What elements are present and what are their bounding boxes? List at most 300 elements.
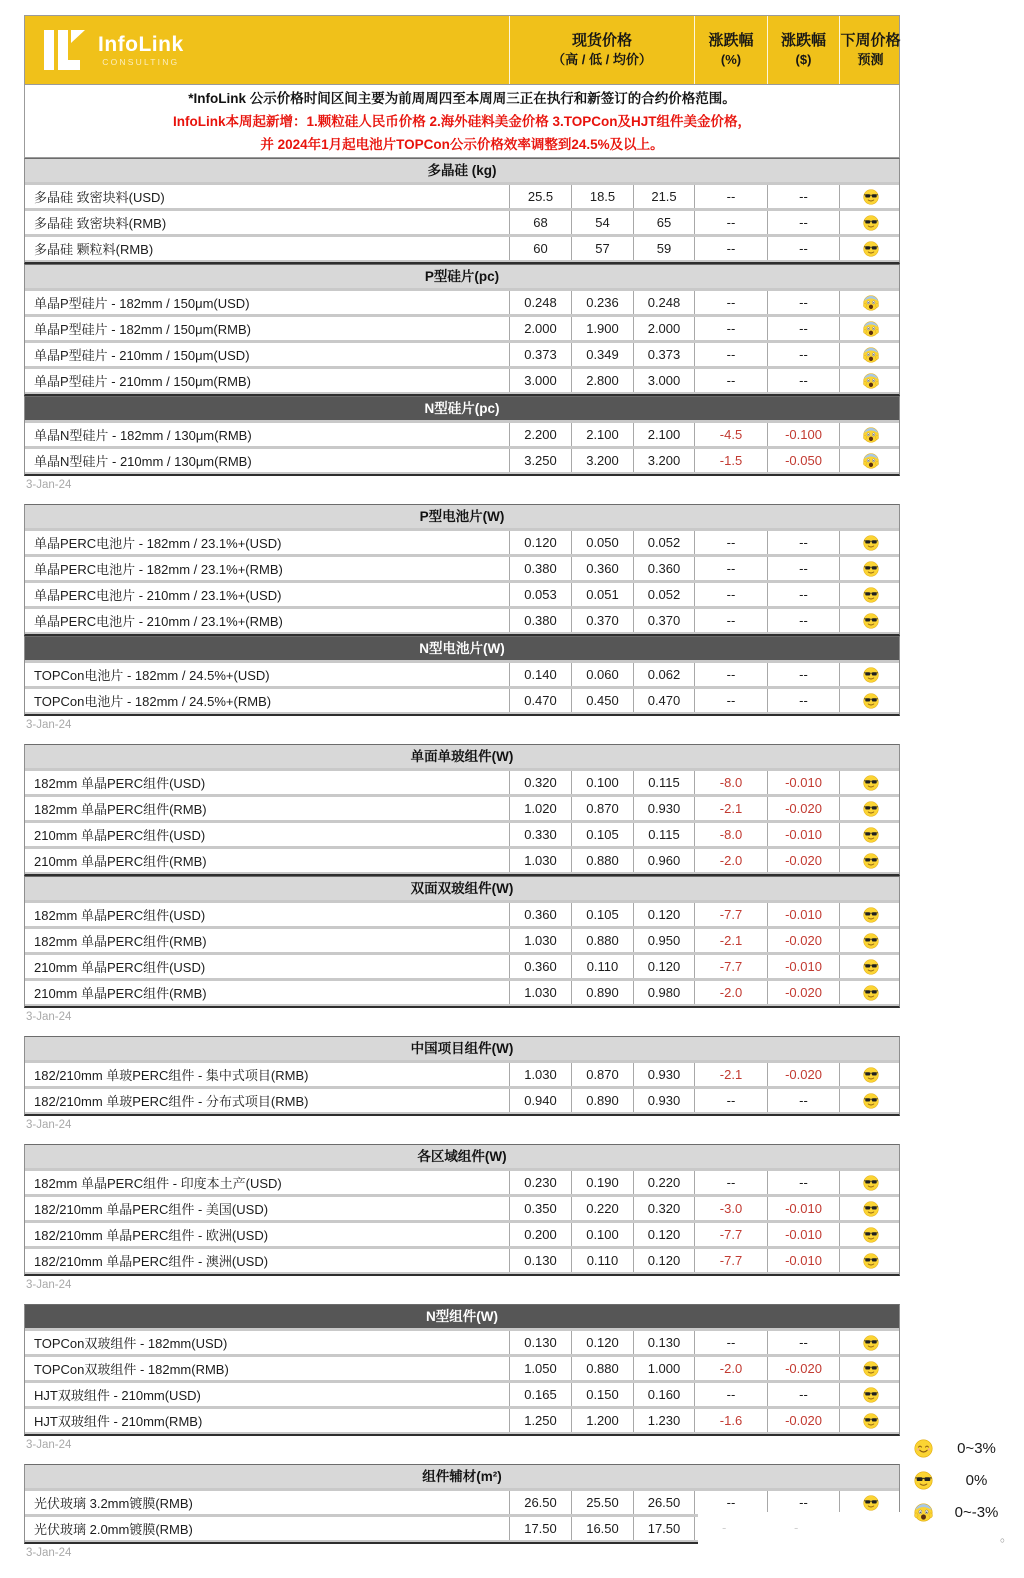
price-avg: 0.960 [633, 849, 694, 872]
smile-emoji-icon [914, 1439, 933, 1458]
cool-emoji-icon [863, 1253, 879, 1269]
row-label: TOPCon电池片 - 182mm / 24.5%+(RMB) [34, 694, 272, 709]
change-usd-sublabel: ($) [795, 52, 812, 67]
price-avg: 0.120 [633, 955, 694, 978]
price-avg: 1.000 [633, 1357, 694, 1380]
forecast-legend [908, 1432, 1020, 1528]
cool-emoji-icon [863, 587, 879, 603]
change-usd: -- [767, 211, 839, 234]
price-low: 0.236 [571, 291, 633, 314]
change-usd: -- [767, 1331, 839, 1354]
table-row [25, 1171, 899, 1194]
row-label: HJT双玻组件 - 210mm(RMB) [34, 1414, 203, 1429]
price-low: 0.349 [571, 343, 633, 366]
price-low: 0.880 [571, 929, 633, 952]
row-label: 182mm 单晶PERC组件(USD) [34, 776, 206, 791]
row-label: 182/210mm 单玻PERC组件 - 分布式项目(RMB) [34, 1094, 309, 1109]
scream-emoji-icon [863, 373, 879, 389]
row-label: 182mm 单晶PERC组件(RMB) [34, 802, 207, 817]
legend-item-scream [908, 1496, 1020, 1528]
price-low: 2.800 [571, 369, 633, 392]
price-low: 0.220 [571, 1197, 633, 1220]
table-row [25, 1331, 899, 1354]
section-p-wafer [24, 264, 900, 396]
change-usd-label: 涨跌幅 [780, 32, 826, 49]
change-pct-label: 涨跌幅 [708, 32, 754, 49]
change-usd: -0.100 [767, 423, 839, 446]
price-table [24, 15, 900, 1572]
change-pct: -- [694, 1331, 767, 1354]
section-polysilicon [24, 158, 900, 264]
price-low: 0.110 [571, 955, 633, 978]
row-label: 182/210mm 单玻PERC组件 - 集中式项目(RMB) [34, 1068, 309, 1083]
row-label: 182mm 单晶PERC组件(RMB) [34, 934, 207, 949]
change-usd: -0.020 [767, 1357, 839, 1380]
forecast-cell [839, 449, 901, 472]
change-pct: -- [694, 185, 767, 208]
row-label: 182/210mm 单晶PERC组件 - 美国(USD) [34, 1202, 269, 1217]
change-usd: -0.020 [767, 929, 839, 952]
price-high: 0.380 [509, 557, 571, 580]
price-high: 25.5 [509, 185, 571, 208]
price-low: 0.890 [571, 1089, 633, 1112]
price-low: 0.051 [571, 583, 633, 606]
change-usd: -0.010 [767, 955, 839, 978]
price-low: 1.900 [571, 317, 633, 340]
scream-emoji-icon [863, 427, 879, 443]
section-monofacial-module [24, 744, 900, 876]
price-avg: 65 [633, 211, 694, 234]
scream-emoji-icon [863, 321, 879, 337]
forecast-cell [839, 369, 901, 392]
change-pct: -3.0 [694, 1197, 767, 1220]
table-row [25, 1409, 899, 1432]
table-row [25, 211, 899, 234]
row-label: 光伏玻璃 2.0mm镀膜(RMB) [34, 1522, 193, 1537]
price-avg: 1.230 [633, 1409, 694, 1432]
column-header-change-pct [694, 16, 767, 84]
price-high: 17.50 [509, 1517, 571, 1540]
cool-emoji-icon [863, 215, 879, 231]
section-n-cell [24, 636, 900, 716]
price-avg: 0.930 [633, 1063, 694, 1086]
faint-dash: - [722, 1520, 727, 1535]
change-usd: -- [767, 369, 839, 392]
row-label: 182/210mm 单晶PERC组件 - 澳洲(USD) [34, 1254, 269, 1269]
change-usd: -- [767, 1383, 839, 1406]
price-high: 60 [509, 237, 571, 260]
table-row [25, 955, 899, 978]
change-usd: -0.020 [767, 797, 839, 820]
price-high: 0.130 [509, 1249, 571, 1272]
table-row [25, 929, 899, 952]
change-usd: -- [767, 291, 839, 314]
change-pct: -- [694, 557, 767, 580]
price-low: 1.200 [571, 1409, 633, 1432]
price-avg: 3.200 [633, 449, 694, 472]
cool-emoji-icon [863, 907, 879, 923]
price-high: 0.350 [509, 1197, 571, 1220]
price-high: 0.230 [509, 1171, 571, 1194]
change-pct: -- [694, 609, 767, 632]
price-avg: 0.120 [633, 1223, 694, 1246]
price-high: 1.250 [509, 1409, 571, 1432]
cool-emoji-icon [863, 241, 879, 257]
row-label: TOPCon电池片 - 182mm / 24.5%+(USD) [34, 668, 270, 683]
row-label: HJT双玻组件 - 210mm(USD) [34, 1388, 201, 1403]
cool-emoji-icon [863, 1227, 879, 1243]
section-title-monofacial-module: 单面单玻组件(W) [25, 745, 899, 768]
change-pct: -7.7 [694, 1223, 767, 1246]
price-low: 0.880 [571, 1357, 633, 1380]
price-avg: 26.50 [633, 1491, 694, 1514]
price-low: 0.880 [571, 849, 633, 872]
price-high: 26.50 [509, 1491, 571, 1514]
forecast-cell [839, 1383, 901, 1406]
price-avg: 0.115 [633, 771, 694, 794]
forecast-cell [839, 929, 901, 952]
infolink-logo-icon [43, 29, 87, 71]
table-row [25, 689, 899, 712]
spot-price-sublabel: （高 / 低 / 均价） [552, 52, 652, 67]
sections [24, 158, 900, 1560]
price-low: 0.120 [571, 1331, 633, 1354]
change-pct: -1.5 [694, 449, 767, 472]
section-n-wafer [24, 396, 900, 476]
change-usd: -- [767, 1171, 839, 1194]
cool-emoji-icon [863, 827, 879, 843]
change-usd: -0.050 [767, 449, 839, 472]
price-high: 3.000 [509, 369, 571, 392]
cool-emoji-icon [863, 933, 879, 949]
table-row [25, 237, 899, 260]
cool-emoji-icon [863, 801, 879, 817]
change-pct: -8.0 [694, 771, 767, 794]
table-row [25, 449, 899, 472]
price-high: 3.250 [509, 449, 571, 472]
row-label: 单晶PERC电池片 - 182mm / 23.1%+(RMB) [34, 562, 283, 577]
change-pct: -2.0 [694, 981, 767, 1004]
price-avg: 0.320 [633, 1197, 694, 1220]
cool-emoji-icon [863, 613, 879, 629]
change-usd: -- [767, 1491, 839, 1514]
table-row [25, 1223, 899, 1246]
forecast-sublabel: 预测 [857, 52, 884, 67]
cool-emoji-icon [914, 1471, 933, 1490]
price-low: 0.870 [571, 797, 633, 820]
forecast-label: 下周价格 [840, 32, 901, 49]
forecast-cell [839, 317, 901, 340]
table-row [25, 771, 899, 794]
price-high: 0.940 [509, 1089, 571, 1112]
change-pct: -- [694, 317, 767, 340]
table-row [25, 423, 899, 446]
forecast-cell [839, 609, 901, 632]
section-timestamp: 3-Jan-24 [26, 1279, 72, 1291]
price-avg: 0.470 [633, 689, 694, 712]
row-label: 光伏玻璃 3.2mm镀膜(RMB) [34, 1496, 193, 1511]
cool-emoji-icon [863, 1201, 879, 1217]
change-pct: -1.6 [694, 1409, 767, 1432]
price-low: 2.100 [571, 423, 633, 446]
price-low: 3.200 [571, 449, 633, 472]
section-timestamp: 3-Jan-24 [26, 1439, 72, 1451]
change-pct: -- [694, 583, 767, 606]
change-usd: -- [767, 343, 839, 366]
change-pct: -- [694, 369, 767, 392]
change-pct: -- [694, 1383, 767, 1406]
infolink-logo [25, 16, 509, 84]
change-pct: -7.7 [694, 955, 767, 978]
price-avg: 21.5 [633, 185, 694, 208]
cool-emoji-icon [863, 561, 879, 577]
price-high: 1.030 [509, 929, 571, 952]
legend-item-smile [908, 1432, 1020, 1464]
row-label: 182/210mm 单晶PERC组件 - 欧洲(USD) [34, 1228, 269, 1243]
table-row [25, 1089, 899, 1112]
forecast-cell [839, 1491, 901, 1514]
forecast-cell [839, 1331, 901, 1354]
change-usd: -0.020 [767, 1063, 839, 1086]
section-title-p-cell: P型电池片(W) [25, 505, 899, 528]
faint-dash: - [794, 1520, 799, 1535]
change-pct: -- [694, 291, 767, 314]
forecast-cell [839, 291, 901, 314]
forecast-cell [839, 423, 901, 446]
price-low: 0.360 [571, 557, 633, 580]
section-china-project-module [24, 1036, 900, 1116]
cool-emoji-icon [863, 1067, 879, 1083]
change-usd: -0.010 [767, 823, 839, 846]
change-usd: -- [767, 689, 839, 712]
price-avg: 0.360 [633, 557, 694, 580]
section-timestamp: 3-Jan-24 [26, 1011, 72, 1023]
price-low: 25.50 [571, 1491, 633, 1514]
row-label: 210mm 单晶PERC组件(RMB) [34, 986, 207, 1001]
price-avg: 17.50 [633, 1517, 694, 1540]
price-avg: 0.160 [633, 1383, 694, 1406]
cool-emoji-icon [863, 1413, 879, 1429]
section-title-regional-module: 各区域组件(W) [25, 1145, 899, 1168]
section-title-bifacial-module: 双面双玻组件(W) [25, 877, 899, 900]
price-low: 16.50 [571, 1517, 633, 1540]
section-title-n-wafer: N型硅片(pc) [25, 397, 899, 420]
price-high: 1.050 [509, 1357, 571, 1380]
column-header-change-usd [767, 16, 839, 84]
change-pct: -2.1 [694, 929, 767, 952]
price-high: 0.120 [509, 531, 571, 554]
row-label: 多晶硅 致密块料(USD) [34, 190, 165, 205]
forecast-cell [839, 981, 901, 1004]
price-low: 18.5 [571, 185, 633, 208]
change-usd: -- [767, 317, 839, 340]
forecast-cell [839, 237, 901, 260]
forecast-cell [839, 1089, 901, 1112]
price-high: 1.030 [509, 1063, 571, 1086]
cool-emoji-icon [863, 1387, 879, 1403]
forecast-cell [839, 1249, 901, 1272]
row-label: TOPCon双玻组件 - 182mm(USD) [34, 1336, 228, 1351]
note-line-1: *InfoLink 公示价格时间区间主要为前周周四至本周周三正在执行和新签订的合约价格范围。 [188, 91, 736, 106]
table-row [25, 981, 899, 1004]
section-timestamp: 3-Jan-24 [26, 719, 72, 731]
price-avg: 0.248 [633, 291, 694, 314]
table-row [25, 797, 899, 820]
price-high: 1.030 [509, 849, 571, 872]
price-high: 2.200 [509, 423, 571, 446]
price-avg: 0.052 [633, 531, 694, 554]
table-row [25, 1197, 899, 1220]
price-avg: 0.220 [633, 1171, 694, 1194]
section-title-china-project-module: 中国项目组件(W) [25, 1037, 899, 1060]
change-usd: -- [767, 557, 839, 580]
row-label: 单晶PERC电池片 - 210mm / 23.1%+(RMB) [34, 614, 283, 629]
price-low: 0.110 [571, 1249, 633, 1272]
table-row [25, 663, 899, 686]
change-usd: -- [767, 237, 839, 260]
cool-emoji-icon [863, 1361, 879, 1377]
price-high: 1.020 [509, 797, 571, 820]
cool-emoji-icon [863, 1175, 879, 1191]
legend-label: 0~-3% [954, 1503, 999, 1521]
row-label: 210mm 单晶PERC组件(USD) [34, 960, 206, 975]
change-usd: -0.010 [767, 1249, 839, 1272]
price-avg: 0.130 [633, 1331, 694, 1354]
change-pct: -2.1 [694, 797, 767, 820]
change-usd: -- [767, 531, 839, 554]
cool-emoji-icon [863, 959, 879, 975]
price-low: 0.105 [571, 823, 633, 846]
row-label: 182mm 单晶PERC组件(USD) [34, 908, 206, 923]
cool-emoji-icon [863, 535, 879, 551]
corner-mark: 。 [1000, 1529, 1014, 1544]
section-title-p-wafer: P型硅片(pc) [25, 265, 899, 288]
price-avg: 0.115 [633, 823, 694, 846]
price-high: 0.130 [509, 1331, 571, 1354]
table-row [25, 317, 899, 340]
legend-label: 0~3% [957, 1439, 996, 1457]
section-n-module [24, 1304, 900, 1436]
row-label: 单晶N型硅片 - 182mm / 130μm(RMB) [34, 428, 252, 443]
table-row [25, 557, 899, 580]
change-pct: -- [694, 211, 767, 234]
price-high: 1.030 [509, 981, 571, 1004]
forecast-cell [839, 771, 901, 794]
row-label: 单晶PERC电池片 - 210mm / 23.1%+(USD) [34, 588, 282, 603]
legend-item-cool [908, 1464, 1020, 1496]
change-usd: -- [767, 663, 839, 686]
legend-label: 0% [965, 1471, 988, 1489]
forecast-cell [839, 583, 901, 606]
section-timestamp: 3-Jan-24 [26, 1119, 72, 1131]
price-avg: 0.062 [633, 663, 694, 686]
cool-emoji-icon [863, 1495, 879, 1511]
note-line-2: InfoLink本周起新增：1.颗粒硅人民币价格 2.海外硅料美金价格 3.TOPCon及HJT组件美金价格， [172, 114, 752, 129]
forecast-cell [839, 1357, 901, 1380]
row-label: 182mm 单晶PERC组件 - 印度本土产(USD) [34, 1176, 282, 1191]
section-title-module-materials: 组件辅材(m²) [25, 1465, 899, 1488]
scream-emoji-icon [863, 295, 879, 311]
section-regional-module [24, 1144, 900, 1276]
column-header-forecast [839, 16, 901, 84]
table-row [25, 1357, 899, 1380]
change-usd: -0.010 [767, 1223, 839, 1246]
row-label: 单晶P型硅片 - 182mm / 150μm(RMB) [34, 322, 251, 337]
row-label: 单晶PERC电池片 - 182mm / 23.1%+(USD) [34, 536, 282, 551]
row-label: 单晶P型硅片 - 210mm / 150μm(RMB) [34, 374, 251, 389]
table-row [25, 903, 899, 926]
section-title-polysilicon: 多晶硅 (kg) [25, 159, 899, 182]
change-pct: -- [694, 663, 767, 686]
cool-emoji-icon [863, 1335, 879, 1351]
change-pct: -- [694, 237, 767, 260]
table-row [25, 849, 899, 872]
price-high: 0.360 [509, 903, 571, 926]
price-high: 0.248 [509, 291, 571, 314]
logo-name: InfoLink [98, 32, 184, 56]
price-avg: 0.120 [633, 1249, 694, 1272]
logo-subtitle: CONSULTING [102, 56, 180, 67]
price-high: 0.200 [509, 1223, 571, 1246]
price-avg: 0.980 [633, 981, 694, 1004]
table-row [25, 1063, 899, 1086]
price-low: 0.100 [571, 771, 633, 794]
cool-emoji-icon [863, 693, 879, 709]
price-avg: 59 [633, 237, 694, 260]
notes-block [24, 85, 900, 158]
table-row [25, 531, 899, 554]
price-avg: 0.930 [633, 1089, 694, 1112]
forecast-cell [839, 689, 901, 712]
forecast-cell [839, 557, 901, 580]
price-low: 0.870 [571, 1063, 633, 1086]
cool-emoji-icon [863, 775, 879, 791]
table-row [25, 1249, 899, 1272]
change-pct: -- [694, 1171, 767, 1194]
spot-price-label: 现货价格 [571, 32, 632, 49]
price-low: 0.060 [571, 663, 633, 686]
forecast-cell [839, 211, 901, 234]
change-pct: -7.7 [694, 1249, 767, 1272]
change-pct: -- [694, 1089, 767, 1112]
scream-emoji-icon [863, 347, 879, 363]
price-avg: 0.120 [633, 903, 694, 926]
cool-emoji-icon [863, 1093, 879, 1109]
cool-emoji-icon [863, 189, 879, 205]
change-pct: -- [694, 1491, 767, 1514]
change-usd: -0.020 [767, 981, 839, 1004]
scream-emoji-icon [914, 1503, 933, 1522]
price-high: 0.140 [509, 663, 571, 686]
table-row [25, 1383, 899, 1406]
change-pct: -2.1 [694, 1063, 767, 1086]
row-label: 多晶硅 致密块料(RMB) [34, 216, 167, 231]
change-pct: -- [694, 531, 767, 554]
price-low: 0.190 [571, 1171, 633, 1194]
change-usd: -0.020 [767, 1409, 839, 1432]
price-low: 0.050 [571, 531, 633, 554]
change-usd: -- [767, 1089, 839, 1112]
forecast-cell [839, 955, 901, 978]
price-avg: 0.052 [633, 583, 694, 606]
price-high: 0.380 [509, 609, 571, 632]
forecast-cell [839, 1197, 901, 1220]
change-pct-sublabel: (%) [720, 52, 742, 67]
price-high: 0.330 [509, 823, 571, 846]
infolink-logo-text [98, 33, 184, 68]
price-low: 0.370 [571, 609, 633, 632]
forecast-cell [839, 1171, 901, 1194]
